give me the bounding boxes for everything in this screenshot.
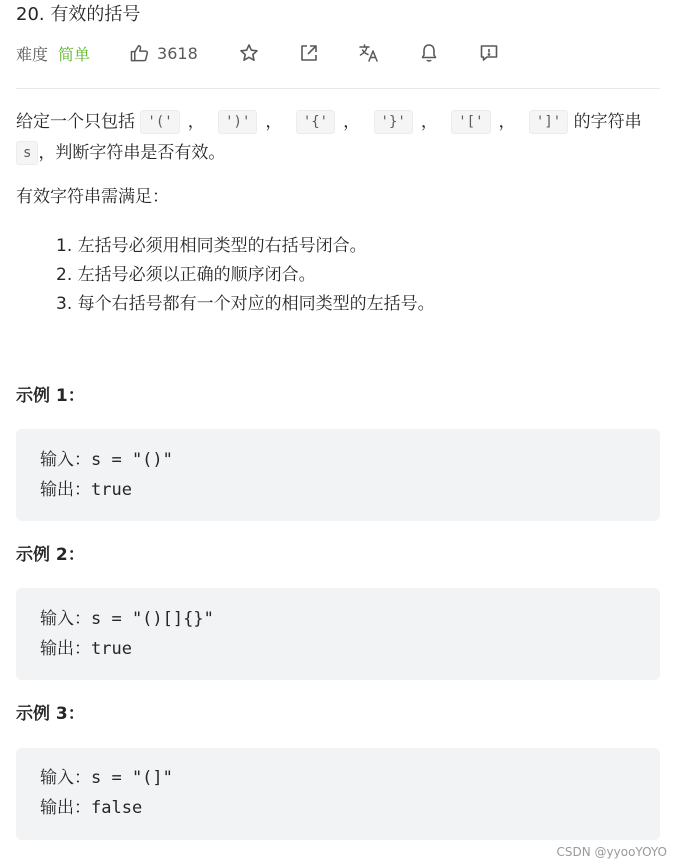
char-brace-close: '}' [374,110,413,134]
example-3-input: s = "(]" [91,768,173,788]
bell-icon [420,43,438,63]
feedback-button[interactable] [478,42,500,64]
example-1-title: 示例 1： [16,386,85,406]
desc-separator: ， [343,112,361,132]
requirement-item: 2. 左括号必须以正确的顺序闭合。 [56,265,316,285]
share-button[interactable] [298,42,320,64]
char-bracket-open: '[' [451,110,490,134]
favorite-button[interactable] [238,42,260,64]
example-3-box [16,748,660,840]
translate-icon [358,43,380,63]
problem-meta-bar [16,38,500,68]
feedback-icon [479,43,499,63]
example-1-input: s = "()" [91,450,173,470]
desc-middle: 的字符串 [573,112,642,132]
output-label: 输出： [40,480,91,500]
requirement-item: 1. 左括号必须用相同类型的右括号闭合。 [56,236,367,256]
difficulty-label: 难度 [16,44,49,64]
problem-description [16,107,660,169]
translate-button[interactable] [358,42,380,64]
var-s: s [16,141,38,165]
char-paren-open: '(' [140,110,179,134]
difficulty-badge: 简单 [58,44,91,64]
input-label: 输入： [40,768,91,788]
desc-separator: ， [498,112,516,132]
desc-separator: ， [265,112,283,132]
requirements-title: 有效字符串需满足： [16,187,169,207]
char-paren-close: ')' [218,110,257,134]
char-bracket-close: ']' [529,110,568,134]
input-label: 输入： [40,450,91,470]
desc-separator: ， [187,112,205,132]
star-icon [239,43,259,63]
notification-button[interactable] [418,42,440,64]
input-label: 输入： [40,609,91,629]
requirement-item: 3. 每个右括号都有一个对应的相同类型的左括号。 [56,294,435,314]
desc-separator: ， [420,112,438,132]
thumbs-up-icon [130,44,149,62]
example-1-output: true [91,480,132,500]
requirements-list [56,232,435,319]
output-label: 输出： [40,798,91,818]
example-1-box [16,429,660,521]
like-count: 3618 [157,43,198,63]
example-3-output: false [91,798,143,818]
share-icon [299,43,319,63]
example-2-output: true [91,639,132,659]
problem-title: 20. 有效的括号 [16,4,141,25]
example-2-box [16,588,660,680]
desc-suffix: ，判断字符串是否有效。 [38,143,226,163]
like-button[interactable] [130,44,198,63]
output-label: 输出： [40,639,91,659]
desc-prefix: 给定一个只包括 [16,112,135,132]
example-2-input: s = "()[]{}" [91,609,214,629]
char-brace-open: '{' [296,110,335,134]
watermark: CSDN @yyooYOYO [556,845,667,859]
example-2-title: 示例 2： [16,545,85,565]
example-3-title: 示例 3： [16,704,85,724]
header-divider [16,88,660,89]
